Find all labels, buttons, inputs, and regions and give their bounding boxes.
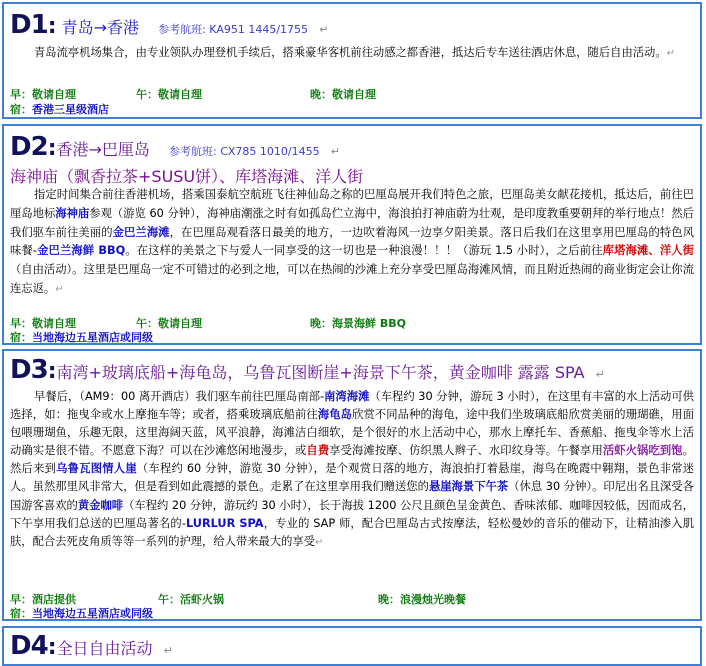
day-colon: : bbox=[47, 359, 57, 384]
highlight-cliff-tea: 悬崖海景下午茶 bbox=[428, 480, 509, 494]
highlight-turtle-island: 海龟岛 bbox=[317, 408, 353, 422]
day-3-hotel bbox=[10, 605, 153, 621]
flight-info: 参考航班: KA951 1445/1755 bbox=[158, 23, 309, 36]
highlight-self-paid: 自费 bbox=[306, 444, 330, 458]
highlight-seafood-bbq: 金巴兰海鲜 BBQ bbox=[36, 244, 126, 258]
day-1-description: 青岛流亭机场集合，由专业领队办理登机手续后，搭乘豪华客机前往动感之都香港，抵达后专车送往酒店休息，随后自由活动。↵ bbox=[34, 46, 676, 59]
return-mark-icon: ↵ bbox=[330, 145, 340, 158]
day-4-section bbox=[2, 626, 702, 666]
highlight-south-bay: 南湾海滩 bbox=[324, 390, 370, 403]
day-3-header bbox=[10, 355, 605, 385]
hotel-label: 宿： bbox=[10, 607, 32, 620]
day-2-attractions: 海神庙（飘香拉茶+SUSU饼）、库塔海滩、洋人街 bbox=[10, 167, 364, 186]
return-mark-icon: ↵ bbox=[163, 644, 173, 657]
lunch-info: 午：敬请自理 bbox=[136, 317, 202, 330]
day-colon: : bbox=[47, 136, 57, 161]
breakfast-info: 早：敬请自理 bbox=[10, 88, 76, 101]
breakfast-info: 早：酒店提供 bbox=[10, 593, 76, 606]
day-3-description: 早餐后，（AM9：00 离开酒店）我们驱车前往巴厘岛南部-南湾海滩（车程约 30 分钟，游玩 3 小时），在这里有丰富的水上活动可供选择，如：拖曳伞或水上摩拖车等；或者，搭乘玻璃底船前往海龟岛欣赏不同品种的海龟，途中我们坐玻璃底船欣赏美丽的珊瑚礁，用面包喂珊瑚鱼，乐趣无限，这里海阔天蓝，风平浪静，海滩洁白细软，是个很好的水上活动中心，那水上摩托车、香蕉船、拖曳伞等水上活动确实是很不错。不愿意下海？可以在沙滩悠闲地漫步，或自费享受海滩按摩、仿织黑人辫子、水印纹身等。午餐享用活虾火锅吃到饱。然后来到乌鲁瓦图情人崖（车程约 60 分钟，游览 30 分钟），是个观赏日落的地方，海浪拍打着悬崖，海鸟在晚霞中翱翔，景色非常迷人。虽然那里风非常大，但是看到如此震撼的景色。走累了在这里享用我们赠送您的悬崖海景下午茶（休息 30 分钟）。印尼出名且深受各国游客喜欢的黄金咖啡（车程约 20 分钟，游玩约 30 小时），长于海拔 1200 公尺且颜色呈金黄色、香味浓郁、咖啡因较低，因而成名，下午享用我们总送的巴厘岛著名的-LURLUR SPA，专业的 SAP 师，配合巴厘岛古式按摩法，轻松曼妙的音乐的催动下，让精油渗入肌肤，配合去死皮角质等等一系列的护理，给人带来最大的享受↵ bbox=[10, 390, 695, 548]
return-mark-icon: ↵ bbox=[55, 283, 64, 295]
day-2-hotel bbox=[10, 329, 153, 345]
dinner-info: 晚：浪漫烛光晚餐 bbox=[378, 593, 466, 606]
day-1-section bbox=[2, 2, 702, 119]
hotel-name: 当地海边五星酒店或同级 bbox=[32, 607, 153, 620]
day-label: D1 bbox=[10, 10, 48, 40]
highlight-jimbaran-beach: 金巴兰海滩 bbox=[112, 225, 170, 239]
day-3-section bbox=[2, 349, 702, 621]
lunch-info: 午：敬请自理 bbox=[136, 88, 202, 101]
return-mark-icon: ↵ bbox=[315, 536, 324, 548]
day-label: D4 bbox=[10, 631, 48, 661]
day-route: 南湾+玻璃底船+海龟岛，乌鲁瓦图断崖+海景下午茶，黄金咖啡 露露 SPA bbox=[56, 363, 585, 382]
day-1-header bbox=[10, 10, 328, 40]
day-colon: : bbox=[47, 14, 57, 39]
hotel-name: 香港三星级酒店 bbox=[32, 103, 109, 116]
breakfast-info: 早：敬请自理 bbox=[10, 317, 76, 330]
day-label: D3 bbox=[10, 355, 48, 385]
highlight-lurlur-spa: LURLUR SPA bbox=[185, 516, 264, 530]
day-4-header bbox=[10, 631, 173, 661]
highlight-gold-coffee: 黄金咖啡 bbox=[77, 498, 124, 512]
flight-info: 参考航班: CX785 1010/1455 bbox=[169, 145, 320, 158]
day-1-hotel bbox=[10, 101, 109, 117]
hotel-name: 当地海边五星酒店或同级 bbox=[32, 331, 153, 344]
day-2-section bbox=[2, 124, 702, 345]
hotel-label: 宿： bbox=[10, 103, 32, 116]
day-2-header bbox=[10, 132, 340, 162]
lunch-info: 午：活虾火锅 bbox=[158, 593, 224, 606]
dinner-info: 晚：海景海鲜 BBQ bbox=[310, 317, 406, 330]
day-colon: : bbox=[47, 635, 57, 660]
highlight-uluwatu-cliff: 乌鲁瓦图情人崖 bbox=[56, 462, 137, 476]
highlight-shrimp-hotpot: 活虾火锅吃到饱 bbox=[602, 444, 683, 458]
return-mark-icon: ↵ bbox=[595, 368, 605, 381]
day-route: 香港→巴厘岛 bbox=[56, 140, 150, 159]
hotel-label: 宿： bbox=[10, 331, 32, 344]
return-mark-icon: ↵ bbox=[666, 48, 676, 59]
highlight-kuta-beach: 库塔海滩、洋人街 bbox=[602, 244, 694, 258]
return-mark-icon: ↵ bbox=[319, 23, 329, 36]
day-route: 全日自由活动 bbox=[56, 639, 153, 658]
day-route: 青岛→香港 bbox=[61, 18, 140, 37]
day-2-description: 指定时间集合前往香港机场，搭乘国泰航空航班飞往神仙岛之称的巴厘岛展开我们特色之旅，巴厘岛美女献花接机，抵达后，前往巴厘岛地标海神庙参观（游览 60 分钟），海神庙潮涨之时有如孤岛伫立海中，海浪拍打神庙蔚为壮观，是印度教重要朝拜的举行地点！然后我们驱车前往美丽的金巴兰海滩，在巴厘岛观看落日最美的地方，一边吹着海风一边享夕阳美景。落日后我们在这里享用巴厘岛的特色风味餐-金巴兰海鲜 BBQ。在这样的美景之下与爱人一同享受的这一切也是一种浪漫！！！（游玩 1.5 小时），之后前往库塔海滩、洋人街（自由活动）。这里是巴厘岛一定不可错过的必到之地，可以在热闹的沙滩上充分享受巴厘岛海滩风情，而且附近热闹的商业街定会让你流连忘返。↵ bbox=[10, 188, 694, 295]
day-label: D2 bbox=[10, 132, 48, 162]
dinner-info: 晚：敬请自理 bbox=[310, 88, 376, 101]
highlight-sea-temple: 海神庙 bbox=[55, 206, 90, 220]
day-1-meals bbox=[10, 86, 694, 102]
